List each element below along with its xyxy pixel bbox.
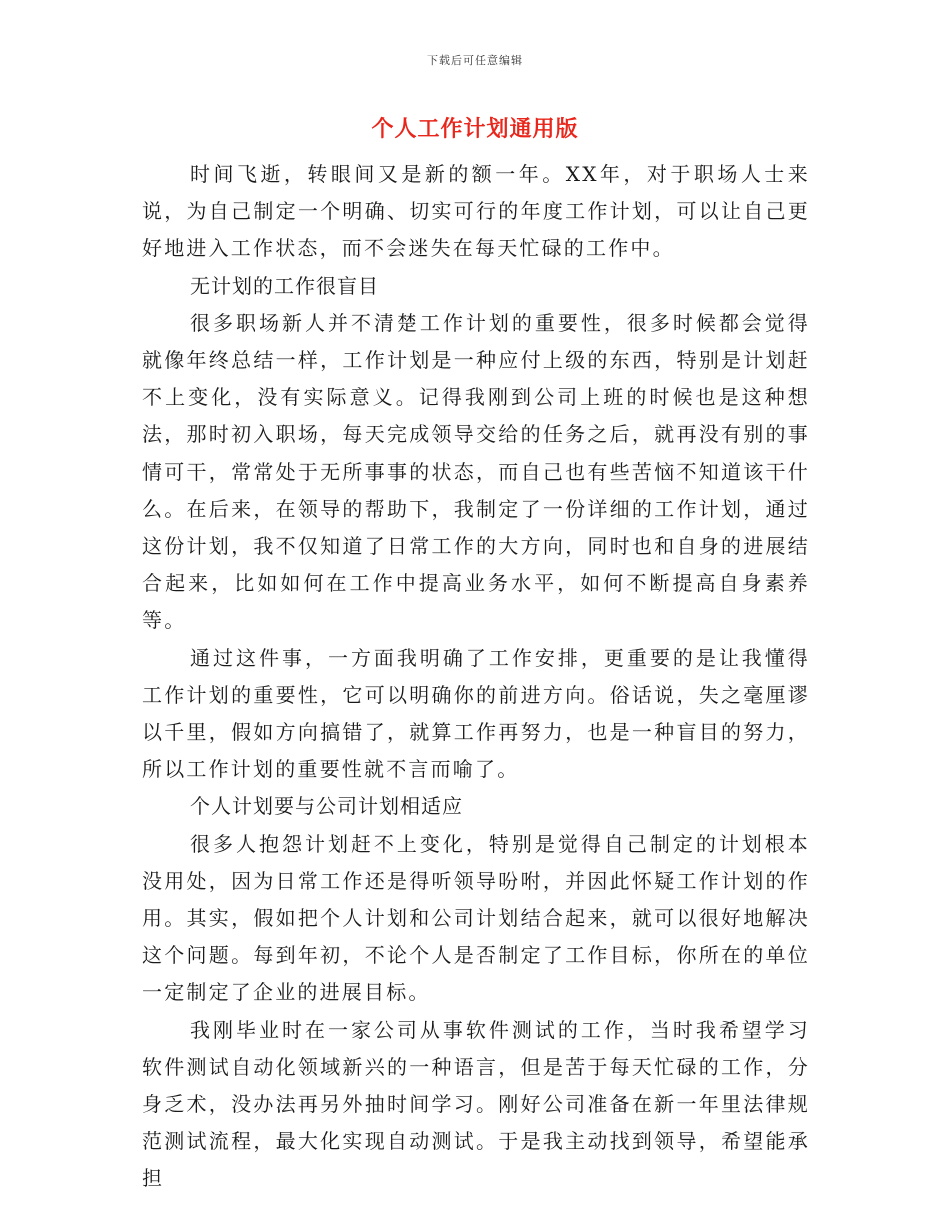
section-heading-align-with-company: 个人计划要与公司计划相适应 — [190, 794, 463, 819]
paragraph-planning-importance: 很多职场新人并不清楚工作计划的重要性，很多时候都会觉得就像年终总结一样，工作计划是一种应付上级的东西，特别是计划赶不上变化，没有实际意义。记得我刚到公司上班的时候也是这种想法，那时初入职场，每天完成领导交给的任务之后，就再没有别的事情可干，常常处于无所事事的状态，而自己也有些苦恼不知道该干什么。在后来，在领导的帮助下，我制定了一份详细的工作计划，通过这份计划，我不仅知道了日常工作的大方向，同时也和自身的进展结合起来，比如如何在工作中提高业务水平，如何不断提高自身素养等。 — [142, 310, 810, 633]
paragraph-lesson-learned: 通过这件事，一方面我明确了工作安排，更重要的是让我懂得工作计划的重要性，它可以明确你的前进方向。俗话说，失之毫厘谬以千里，假如方向搞错了，就算工作再努力，也是一种盲目的努力，所以工作计划的重要性就不言而喻了。 — [142, 645, 810, 782]
section-heading-planless-work: 无计划的工作很盲目 — [190, 273, 379, 298]
document-title: 个人工作计划通用版 — [371, 116, 579, 142]
paragraph-intro: 时间飞逝，转眼间又是新的额一年。XX年，对于职场人士来说，为自己制定一个明确、切实可行的年度工作计划，可以让自己更好地进入工作状态，而不会迷失在每天忙碌的工作中。 — [142, 162, 810, 261]
document-body — [142, 156, 810, 1198]
paragraph-complaints: 很多人抱怨计划赶不上变化，特别是觉得自己制定的计划根本没用处，因为日常工作还是得听领导吩咐，并因此怀疑工作计划的作用。其实，假如把个人计划和公司计划结合起来，就可以很好地解决这个问题。每到年初，不论个人是否制定了工作目标，你所在的单位一定制定了企业的进展目标。 — [142, 831, 810, 1005]
paragraph-personal-example: 我刚毕业时在一家公司从事软件测试的工作，当时我希望学习软件测试自动化领域新兴的一种语言，但是苦于每天忙碌的工作，分身乏术，没办法再另外抽时间学习。刚好公司准备在新一年里法律规范测试流程，最大化实现自动测试。于是我主动找到领导，希望能承担 — [142, 1017, 810, 1191]
header-note: 下载后可任意编辑 — [427, 54, 523, 67]
